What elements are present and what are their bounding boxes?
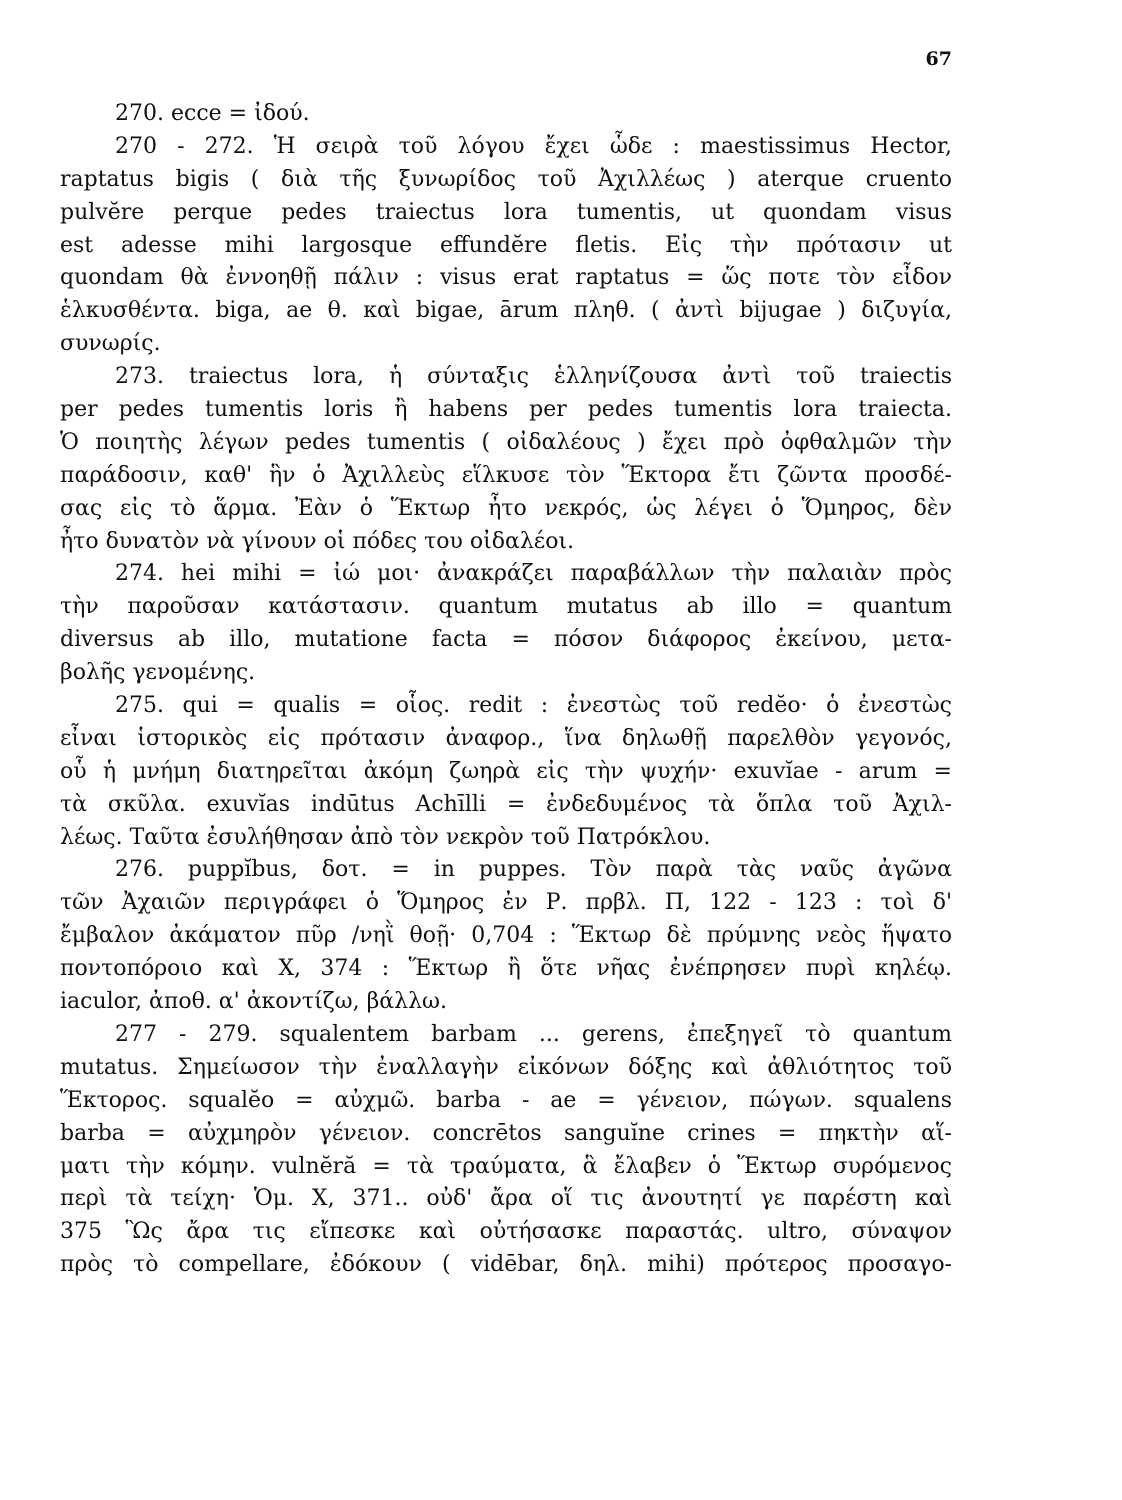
text-line: 270. ecce = ἰδού. — [115, 101, 310, 126]
text-line: ἔμβαλον ἀκάματον πῦρ /νηῒ θοῇ· 0,704 : Ἕκτωρ δὲ πρύμνης νεὸς ἥψατο — [60, 923, 952, 949]
text-line: 375 Ὣς ἄρα τις εἴπεσκε καὶ οὐτήσασκε παραστάς. ultro, σύναψον — [60, 1219, 952, 1245]
text-line: 274. hei mihi = ἰώ μοι· ἀνακράζει παραβάλλων τὴν παλαιὰν πρὸς — [115, 561, 952, 587]
text-line: 277 - 279. squalentem barbam ... gerens, ἐπεξηγεῖ τὸ quantum — [115, 1021, 952, 1047]
text-line: barba = αὐχμηρὸν γένειον. concrētos sanguĭne crines = πηκτὴν αἵ- — [60, 1120, 952, 1146]
text-line: τὰ σκῦλα. exuvĭas indūtus Achīlli = ἐνδεδυμένος τὰ ὅπλα τοῦ Ἀχιλ- — [60, 791, 952, 817]
text-line: βολῆς γενομένης. — [60, 660, 256, 686]
text-line: est adesse mihi largosque effundĕre fletis. Εἰς τὴν πρότασιν ut — [60, 232, 952, 258]
text-line: λέως. Ταῦτα ἐσυλήθησαν ἀπὸ τὸν νεκρὸν τοῦ Πατρόκλου. — [60, 824, 711, 850]
text-line: raptatus bigis ( διὰ τῆς ξυνωρίδος τοῦ Ἀχιλλέως ) aterque cruento — [60, 166, 952, 192]
text-line: Ἕκτορος. squalĕo = αὐχμῶ. barba - ae = γένειον, πώγων. squalens — [60, 1087, 952, 1113]
page-number: 67 — [925, 48, 952, 70]
text-line: pulvĕre perque pedes traiectus lora tumentis, ut quondam visus — [60, 199, 952, 225]
text-line: mutatus. Σημείωσον τὴν ἐναλλαγὴν εἰκόνων δόξης καὶ ἀθλιότητος τοῦ — [60, 1054, 952, 1080]
text-line: ἦτο δυνατὸν νὰ γίνουν οἱ πόδες του οἰδαλέοι. — [60, 528, 575, 554]
text-line: παράδοσιν, καθ' ἣν ὁ Ἀχιλλεὺς εἵλκυσε τὸν Ἕκτορα ἔτι ζῶντα προσδέ- — [60, 462, 952, 488]
text-line: τῶν Ἀχαιῶν περιγράφει ὁ Ὅμηρος ἐν Ρ. πρβλ. Π, 122 - 123 : τοὶ δ' — [60, 890, 952, 916]
text-line: περὶ τὰ τείχη· Ὁμ. Χ, 371.. οὐδ' ἄρα οἵ τις ἀνουτητί γε παρέστη καὶ — [60, 1186, 952, 1212]
page-body-text — [60, 98, 952, 1282]
text-line: σας εἰς τὸ ἅρμα. Ἐὰν ὁ Ἕκτωρ ἦτο νεκρός, ὡς λέγει ὁ Ὅμηρος, δὲν — [60, 495, 952, 521]
text-line: οὗ ἡ μνήμη διατηρεῖται ἀκόμη ζωηρὰ εἰς τὴν ψυχήν· exuvĭae - arum = — [60, 758, 952, 784]
text-line: per pedes tumentis loris ἢ habens per pedes tumentis lora traiecta. — [60, 397, 952, 423]
text-line: εἶναι ἱστορικὸς εἰς πρότασιν ἀναφορ., ἵνα δηλωθῇ παρελθὸν γεγονός, — [60, 725, 952, 751]
text-line: 270 - 272. Ἡ σειρὰ τοῦ λόγου ἔχει ὧδε : maestissimus Hector, — [115, 133, 952, 159]
text-line: ἑλκυσθέντα. biga, ae θ. καὶ bigae, ārum πληθ. ( ἀντὶ bijugae ) διζυγία, — [60, 298, 952, 324]
text-line: 273. traiectus lora, ἡ σύνταξις ἑλληνίζουσα ἀντὶ τοῦ traiectis — [115, 364, 952, 390]
text-line: πρὸς τὸ compellare, ἐδόκουν ( vidēbar, δηλ. mihi) πρότερος προσαγο- — [60, 1252, 952, 1278]
text-line: Ὁ ποιητὴς λέγων pedes tumentis ( οἰδαλέους ) ἔχει πρὸ ὀφθαλμῶν τὴν — [60, 429, 952, 455]
text-line: ποντοπόροιο καὶ Χ, 374 : Ἕκτωρ ἢ ὅτε νῆας ἐνέπρησεν πυρὶ κηλέῳ. — [60, 956, 952, 982]
text-line: τὴν παροῦσαν κατάστασιν. quantum mutatus ab illo = quantum — [60, 594, 952, 620]
text-line: 275. qui = qualis = οἷος. redit : ἐνεστὼς τοῦ redĕo· ὁ ἐνεστὼς — [115, 693, 952, 719]
text-line: ματι τὴν κόμην. vulnĕră = τὰ τραύματα, ἃ ἔλαβεν ὁ Ἕκτωρ συρόμενος — [60, 1153, 952, 1179]
text-line: συνωρίς. — [60, 331, 161, 357]
text-line: iaculor, ἀποθ. α' ἀκοντίζω, βάλλω. — [60, 989, 447, 1015]
text-line: diversus ab illo, mutatione facta = πόσον διάφορος ἐκείνου, μετα- — [60, 627, 952, 653]
text-line: quondam θὰ ἐννοηθῇ πάλιν : visus erat raptatus = ὥς ποτε τὸν εἶδον — [60, 265, 952, 291]
text-line: 276. puppĭbus, δοτ. = in puppes. Τὸν παρὰ τὰς ναῦς ἀγῶνα — [115, 857, 952, 883]
